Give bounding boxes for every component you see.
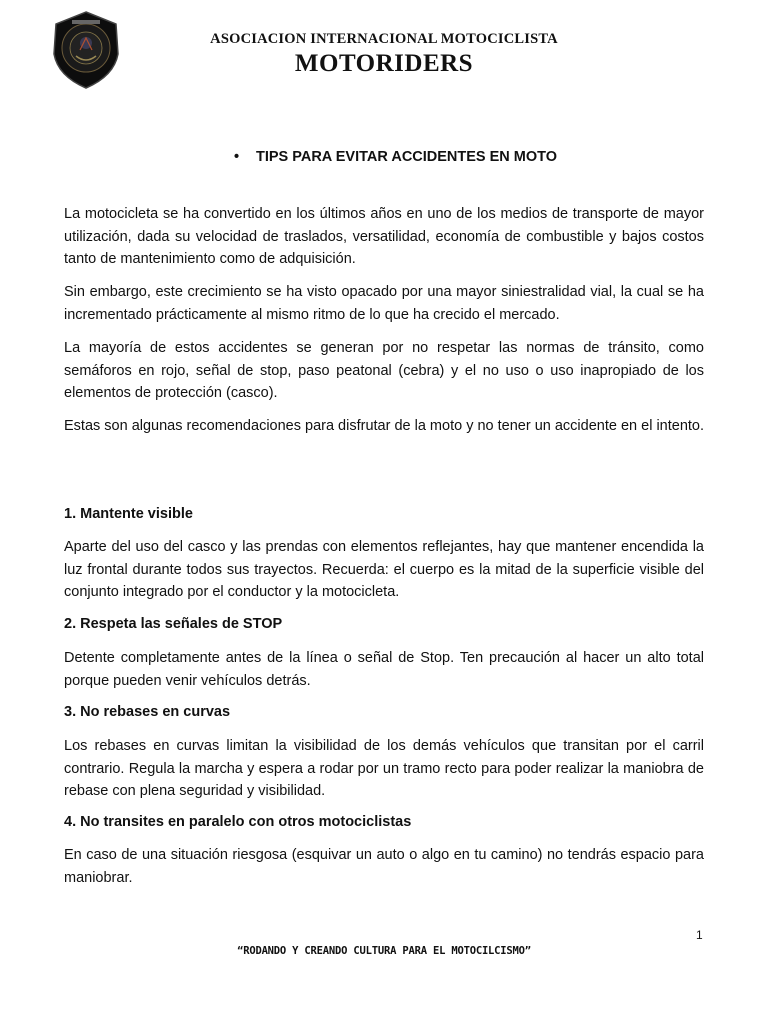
tip-text: En caso de una situación riesgosa (esquivar un auto o algo en tu camino) no tendrás espacio para maniobrar. [64, 847, 704, 886]
tip-text: Los rebases en curvas limitan la visibilidad de los demás vehículos que transitan por el carril contrario. Regula la marcha y espera a rodar por un tramo recto para poder realizar la maniobra de rebase con plena seguridad y visibilidad. [64, 738, 704, 799]
footer-slogan: “RODANDO Y CREANDO CULTURA PARA EL MOTOCILCISMO” [237, 945, 531, 957]
tip-title: 3. No rebases en curvas [64, 704, 231, 720]
page-number: 1 [696, 928, 703, 942]
intro-paragraph: Sin embargo, este crecimiento se ha visto opacado por una mayor siniestralidad vial, la cual se ha incrementado prácticamente al mismo ritmo de lo que ha crecido el mercado. [64, 284, 704, 323]
intro-paragraph: La motocicleta se ha convertido en los últimos años en uno de los medios de transporte de mayor utilización, dada su velocidad de traslados, versatilidad, economía de combustible y bajos costos tanto de mantenimiento como de adquisición. [64, 206, 704, 267]
tip-title: 2. Respeta las señales de STOP [64, 616, 283, 632]
tip-title: 1. Mantente visible [64, 506, 193, 522]
section-title [234, 149, 557, 165]
bullet-icon: • [234, 149, 240, 165]
tip-text: Detente completamente antes de la línea o señal de Stop. Ten precaución al hacer un alto total porque pueden venir vehículos detrás. [64, 650, 704, 689]
brand-name: MOTORIDERS [294, 50, 474, 77]
tip-title: 4. No transites en paralelo con otros motociclistas [64, 814, 412, 830]
intro-paragraph: Estas son algunas recomendaciones para disfrutar de la moto y no tener un accidente en el intento. [64, 418, 705, 434]
section-title-text: TIPS PARA EVITAR ACCIDENTES EN MOTO [256, 149, 558, 165]
intro-paragraph: La mayoría de estos accidentes se generan por no respetar las normas de tránsito, como semáforos en rojo, señal de stop, paso peatonal (cebra) y el no uso o uso inapropiado de los elementos de protección (casco). [64, 340, 704, 401]
tip-text: Aparte del uso del casco y las prendas con elementos reflejantes, hay que mantener encendida la luz frontal durante todos sus trayectos. Recuerda: el cuerpo es la mitad de la superficie visible del conjunto integrado por el conductor y la motocicleta. [64, 539, 704, 600]
organization-name: ASOCIACION INTERNACIONAL MOTOCICLISTA [210, 31, 558, 47]
